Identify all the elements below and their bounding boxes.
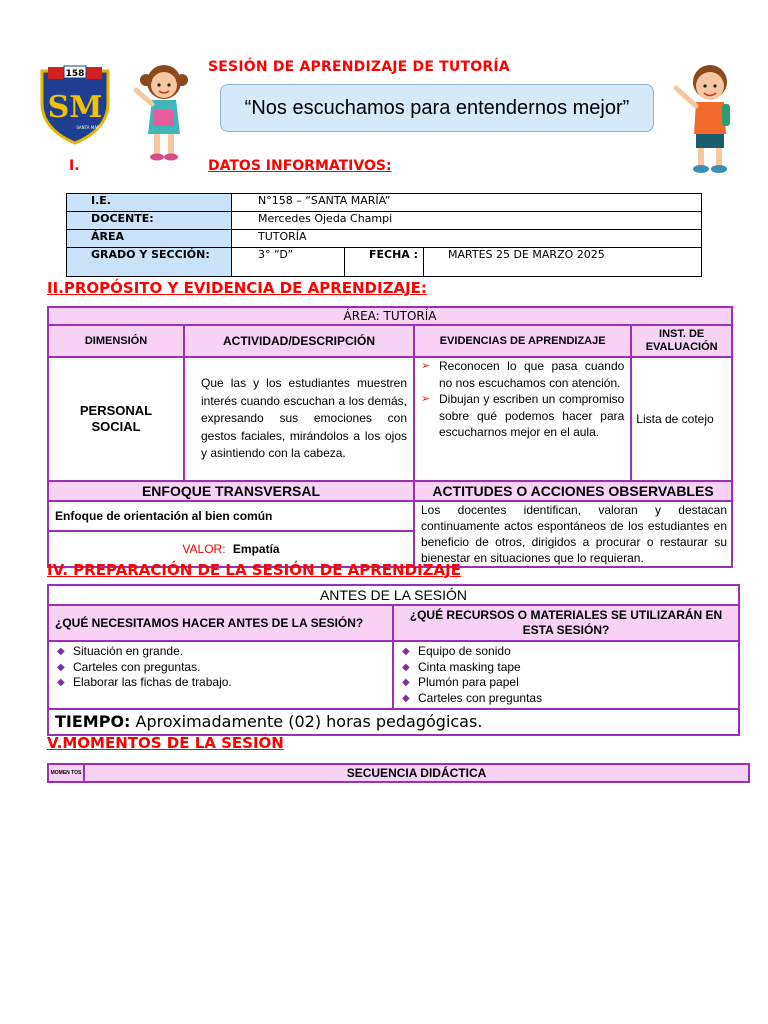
table-row — [48, 605, 739, 641]
diamond-bullet-icon: ◆ — [57, 646, 65, 657]
diamond-bullet-icon: ◆ — [57, 661, 65, 673]
col-inst: INST. DE EVALUACIÓN — [631, 325, 732, 357]
table-row — [48, 764, 749, 782]
enfoque-cell: Enfoque de orientación al bien común — [48, 501, 414, 531]
list-item: ◆ Cinta masking tape — [402, 659, 521, 674]
info-table — [66, 193, 702, 277]
diamond-bullet-icon: ◆ — [402, 692, 410, 704]
arrow-bullet-icon: ➢ — [421, 393, 431, 405]
table-row — [48, 481, 732, 501]
tiempo-label: TIEMPO: — [55, 712, 131, 731]
diamond-bullet-icon: ◆ — [402, 677, 410, 688]
table-row — [48, 325, 732, 357]
preparation-table — [47, 584, 740, 736]
diamond-bullet-icon: ◆ — [402, 661, 410, 673]
momentos-cell: MOMEN TOS — [48, 764, 84, 782]
area-label: ÁREA — [67, 230, 232, 248]
ie-value: N°158 – “SANTA MARÍA” — [232, 194, 702, 212]
table-row — [67, 248, 702, 277]
list-item: ➢ Dibujan y escriben un compromiso sobre qué podemos hacer para escucharnos mejor en el aula. — [421, 392, 625, 439]
list-item: ◆ Plumón para papel — [402, 675, 519, 689]
session-title: SESIÓN DE APRENDIZAJE DE TUTORÍA — [208, 59, 510, 75]
actitudes-cell: Los docentes identifican, valoran y destacan continuamente actos espontáneos de los estudiantes en beneficio de otros, dirigidos a procurar o restaurar su bienestar en situaciones que lo requieran. — [414, 501, 732, 567]
girl-illustration — [128, 58, 198, 164]
fecha-value: MARTES 25 DE MARZO 2025 — [424, 248, 702, 277]
section1-title: DATOS INFORMATIVOS: — [208, 158, 392, 174]
col-evidencias: EVIDENCIAS DE APRENDIZAJE — [414, 325, 631, 357]
area-header: ÁREA: TUTORÍA — [48, 307, 732, 325]
main-title-box — [220, 84, 654, 132]
table-row — [48, 709, 739, 735]
table-row — [48, 307, 732, 325]
actividad-cell: Que las y los estudiantes muestren interés cuando escuchan a los demás, expresando sus emociones con gestos faciales, mirándolos a los ojos y asintiendo con la cabeza. — [184, 357, 414, 481]
table-row — [48, 357, 732, 481]
secuencia-cell: SECUENCIA DIDÁCTICA — [84, 764, 749, 782]
logo-caption: SANTA MARÍA — [76, 125, 104, 130]
tiempo-cell — [48, 709, 739, 735]
school-logo — [38, 63, 112, 145]
logo-number: 158 — [65, 69, 85, 79]
recursos-cell — [393, 641, 739, 709]
boy-illustration — [666, 58, 740, 176]
list-item: ◆ Situación en grande. — [57, 644, 184, 658]
list-item: ➢ Reconocen lo que pasa cuando no nos escuchamos con atención. — [421, 359, 625, 390]
valor-label: VALOR: — [182, 542, 226, 556]
section5-title: V.MOMENTOS DE LA SESIÓN — [47, 734, 284, 752]
table-row — [67, 230, 702, 248]
purpose-table — [47, 306, 733, 568]
arrow-bullet-icon: ➢ — [421, 360, 431, 372]
evidencias-cell — [414, 357, 631, 481]
section4-title: IV. PREPARACIÓN DE LA SESIÓN DE APRENDIZAJE — [47, 561, 461, 579]
docente-label: DOCENTE: — [67, 212, 232, 230]
valor-value: Empatía — [232, 542, 280, 556]
table-row — [67, 212, 702, 230]
table-row — [48, 585, 739, 605]
momentos-table — [47, 763, 750, 783]
recursos-list — [400, 644, 732, 706]
section2-title: II.PROPÓSITO Y EVIDENCIA DE APRENDIZAJE: — [47, 279, 427, 297]
antes-cell — [48, 641, 393, 709]
table-row — [48, 641, 739, 709]
instrumento-cell: Lista de cotejo — [631, 357, 732, 481]
q2-header: ¿QUÉ RECURSOS O MATERIALES SE UTILIZARÁN EN ESTA SESIÓN? — [393, 605, 739, 641]
enfoque-header: ENFOQUE TRANSVERSAL — [48, 481, 414, 501]
section1-number: I. — [69, 158, 80, 174]
area-value: TUTORÍA — [232, 230, 702, 248]
docente-value: Mercedes Ojeda Champi — [232, 212, 702, 230]
q1-header: ¿QUÉ NECESITAMOS HACER ANTES DE LA SESIÓN? — [48, 605, 393, 641]
evidencias-list — [421, 358, 624, 441]
list-item: ◆ Elaborar las fichas de trabajo. — [57, 675, 232, 689]
table-row — [67, 194, 702, 212]
grado-value: 3° “D” — [232, 248, 345, 277]
fecha-label: FECHA : — [345, 248, 424, 277]
dimension-cell: PERSONAL SOCIAL — [48, 357, 184, 481]
actitudes-header: ACTITUDES O ACCIONES OBSERVABLES — [414, 481, 732, 501]
antes-list — [55, 644, 386, 691]
logo-letters: SM — [47, 90, 103, 125]
col-actividad: ACTIVIDAD/DESCRIPCIÓN — [184, 325, 414, 357]
main-title: “Nos escuchamos para entendernos mejor” — [244, 96, 630, 119]
table-row — [48, 501, 732, 531]
tiempo-value: Aproximadamente (02) horas pedagógicas. — [135, 712, 483, 731]
col-dimension: DIMENSIÓN — [48, 325, 184, 357]
list-item: ◆ Equipo de sonido — [402, 644, 511, 658]
diamond-bullet-icon: ◆ — [57, 677, 65, 688]
grado-label: GRADO Y SECCIÓN: — [67, 248, 232, 277]
antes-header: ANTES DE LA SESIÓN — [48, 585, 739, 605]
list-item: ◆ Carteles con preguntas — [402, 690, 543, 705]
diamond-bullet-icon: ◆ — [402, 646, 410, 657]
list-item: ◆ Carteles con preguntas. — [57, 659, 201, 674]
ie-label: I.E. — [67, 194, 232, 212]
